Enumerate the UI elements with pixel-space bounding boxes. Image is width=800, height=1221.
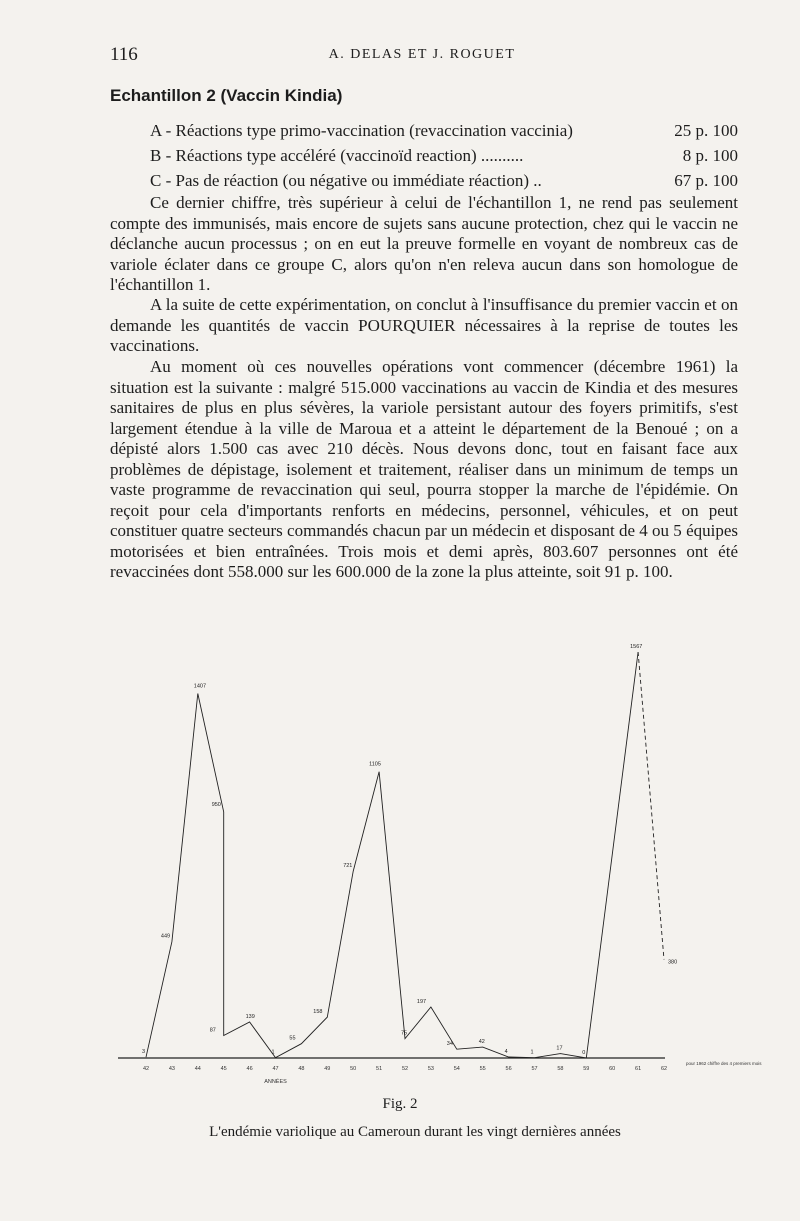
x-tick-label: 58 [557,1066,564,1072]
data-label: 197 [416,998,427,1005]
x-tick-label: 51 [376,1066,383,1072]
running-head: A. DELAS ET J. ROGUET [328,47,516,62]
result-row-b [150,143,738,168]
x-tick-label: 62 [660,1066,668,1072]
results-list [150,118,738,193]
x-tick-label: 50 [350,1066,357,1072]
x-tick-label: 55 [479,1066,486,1072]
result-value: 8 p. 100 [682,146,738,165]
data-label: 1 [530,1049,534,1056]
x-tick-label: 54 [453,1066,460,1072]
data-label: 1 [271,1049,275,1056]
x-tick-label: 47 [272,1066,279,1072]
x-tick-label: 57 [531,1066,538,1072]
x-tick-label: 48 [298,1066,305,1072]
series-line-dashed [638,652,664,960]
data-label: 1105 [369,761,381,768]
paragraph-2: A la suite de cette expérimentation, on conclut à l'insuffisance du premier vaccin et on demande les quantités de vaccin POURQUIER nécessaires à la reprise de toutes les vaccinations. [110,295,738,355]
data-label: 1407 [193,683,207,690]
data-label: 721 [343,863,353,870]
x-tick-label: 42 [142,1066,150,1072]
x-tick-label: 52 [401,1066,409,1072]
result-row-a [150,118,738,143]
section-title: Echantillon 2 (Vaccin Kindia) [110,86,343,105]
result-row-c [150,168,738,193]
data-label: 139 [245,1013,255,1020]
paragraph-1: Ce dernier chiffre, très supérieur à celui de l'échantillon 1, ne rend pas seulement compte des immunisés, mais encore de sujets sans aucune protection, chez qui le vaccin ne déclanche aucun processus ; on en eut la preuve formelle en voyant de nombreux cas de variole éclater dans ce groupe C, alors qu'on n'en releva aucun dans son homologue de l'échantillon 1. [110,193,738,294]
data-label: 75 [401,1030,408,1037]
page-number: 116 [110,44,138,65]
x-tick-label: 53 [427,1066,434,1072]
figure-chart [0,620,800,1090]
series-line [146,652,638,1058]
data-label: 17 [556,1045,563,1052]
x-tick-label: 43 [168,1066,175,1072]
figure-label: Fig. 2 [382,1096,418,1112]
data-label: 950 [211,801,221,808]
line-chart [0,620,800,1090]
result-label: A - Réactions type primo-vaccination (revaccination vaccinia) [150,121,573,140]
data-label: 4 [504,1048,508,1055]
data-label: 34 [446,1041,453,1048]
figure-caption: L'endémie variolique au Cameroun durant les vingt dernières années [209,1124,621,1140]
page-header [110,44,734,68]
data-label: 380 [668,959,678,966]
x-tick-label: 59 [583,1066,590,1072]
result-value: 67 p. 100 [674,171,738,190]
x-axis-title: ANNÉES [264,1079,287,1085]
result-label: C - Pas de réaction (ou négative ou immédiate réaction) .. [150,171,542,190]
data-label: 449 [160,933,171,940]
data-label: 55 [289,1035,296,1042]
data-label: 158 [313,1009,323,1016]
paragraph-3: Au moment où ces nouvelles opérations vont commencer (décembre 1961) la situation est la suivante : malgré 515.000 vaccinations au vaccin de Kindia et des mesures sanitaires de plus en plus sévères, la variole persistant autour des foyers primitifs, s'est largement étendue à la ville de Maroua et a atteint le département de la Benoué ; on a dépisté alors 1.500 cas avec 210 décès. Nous devons donc, tout en faisant face aux problèmes de dépistage, isolement et traitement, réaliser dans un minimum de temps un vaste programme de revaccination qui seul, pourra stopper la marche de l'épidémie. On reçoit pour cela d'importants renforts en médecins, personnel, véhicules, et on peut constituer quatre secteurs commandés chacun par un médecin et disposant de 4 ou 5 équipes motorisées et bien entraînées. Trois mois et demi après, 803.607 personnes ont été revaccinées dont 558.000 sur les 600.000 de la zone la plus atteinte, soit 91 p. 100. [110,357,738,581]
data-label: 1567 [630,644,643,650]
x-tick-label: 44 [194,1066,201,1072]
x-tick-label: 49 [324,1066,331,1072]
result-label: B - Réactions type accéléré (vaccinoïd reaction) .......... [150,146,524,165]
x-tick-label: 45 [220,1066,227,1072]
data-label: 87 [209,1027,216,1034]
chart-note: pour 1962 chiffre des 4 premiers mois [686,1061,762,1066]
x-tick-label: 61 [635,1066,642,1072]
data-label: 42 [478,1039,485,1046]
x-tick-label: 56 [505,1066,512,1072]
x-tick-label: 60 [609,1066,616,1072]
result-value: 25 p. 100 [674,121,738,140]
x-tick-label: 46 [246,1066,253,1072]
data-label: 3 [142,1049,146,1056]
data-label: 0 [582,1050,586,1056]
